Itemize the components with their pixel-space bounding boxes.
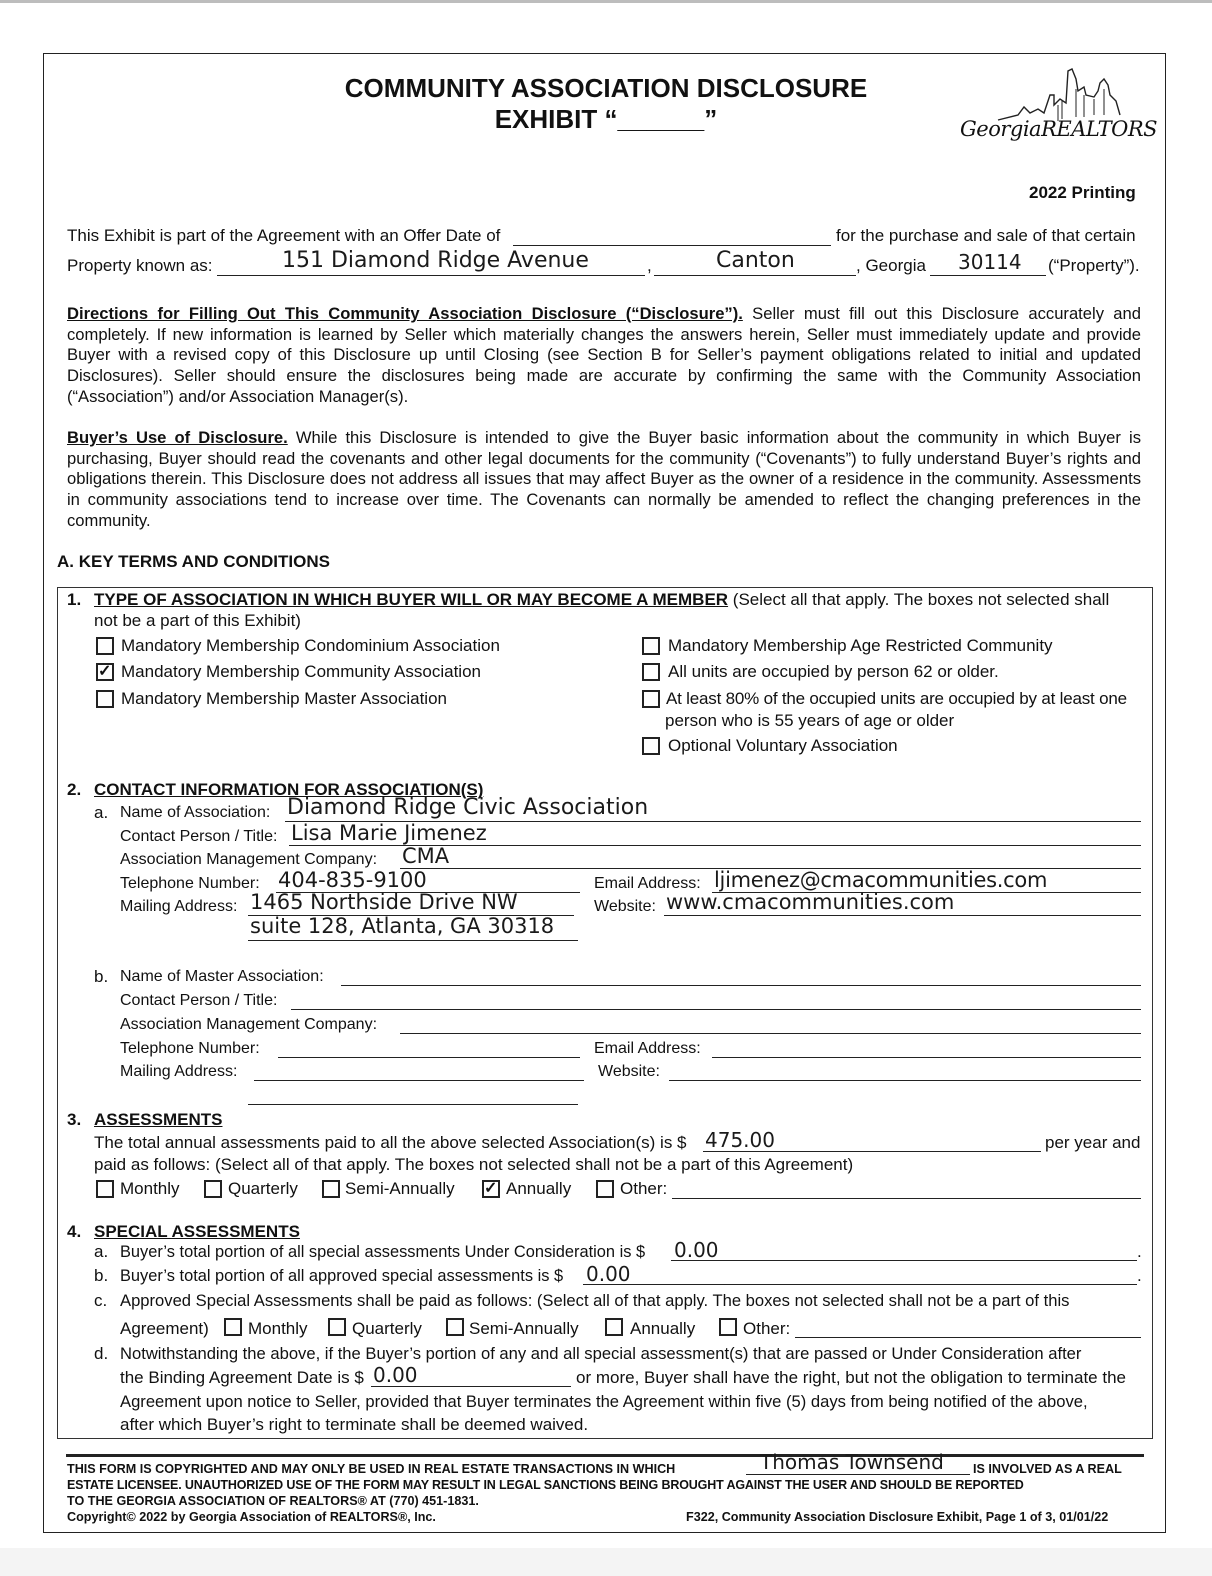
section-a-heading: A. KEY TERMS AND CONDITIONS — [57, 552, 330, 571]
checkbox-special-annually[interactable] — [605, 1318, 623, 1336]
assess-other-field[interactable] — [672, 1198, 1141, 1199]
mailing-label: Mailing Address: — [120, 898, 238, 915]
footer-line1-suffix: IS INVOLVED AS A REAL — [973, 1462, 1122, 1476]
purchase-sale-text: for the purchase and sale of that certain — [836, 226, 1136, 245]
master-contact-label: Contact Person / Title: — [120, 992, 278, 1009]
master-email-field[interactable] — [712, 1057, 1141, 1058]
threshold-value: 0.00 — [373, 1363, 418, 1387]
per-year-text: per year and — [1045, 1133, 1141, 1152]
city-value: Canton — [716, 248, 795, 273]
option-master-association: Mandatory Membership Master Association — [121, 689, 447, 708]
footer-line3: TO THE GEORGIA ASSOCIATION OF REALTORS® AT (770) 451-1831. — [67, 1494, 479, 1508]
printing-year: 2022 Printing — [1029, 183, 1136, 202]
master-mailing-label: Mailing Address: — [120, 1063, 238, 1080]
copyright-text: Copyright© 2022 by Georgia Association of REALTORS®, Inc. — [67, 1510, 436, 1524]
assoc-name-label: Name of Association: — [120, 804, 271, 821]
option-80-percent: At least 80% of the occupied units are occupied by at least one — [666, 689, 1127, 708]
option-voluntary: Optional Voluntary Association — [668, 736, 898, 755]
master-mgmt-field[interactable] — [400, 1033, 1141, 1034]
logo-wordmark: GeorgiaREALTORS — [960, 117, 1158, 141]
item1-note: (Select all that apply. The boxes not selected shall — [728, 590, 1110, 609]
directions-heading: Directions for Filling Out This Community Association Disclosure (“Disclosure”). — [67, 304, 743, 323]
item2-number: 2. — [67, 780, 82, 799]
item4d-line4: after which Buyer’s right to terminate shall be deemed waived. — [120, 1415, 589, 1434]
contact-label: Contact Person / Title: — [120, 828, 278, 845]
approved-assessments-text: Buyer’s total portion of all approved special assessments is $ — [120, 1267, 564, 1285]
item4d-marker: d. — [94, 1344, 109, 1363]
offer-date-label: This Exhibit is part of the Agreement with an Offer Date of — [67, 226, 501, 245]
checkbox-community-association[interactable] — [96, 663, 114, 681]
master-email-label: Email Address: — [594, 1040, 701, 1057]
checkbox-special-other[interactable] — [719, 1318, 737, 1336]
licensee-value: Thomas Townsend — [760, 1450, 944, 1474]
checkbox-age-restricted[interactable] — [642, 637, 660, 655]
option-community-association: Mandatory Membership Community Association — [121, 662, 481, 681]
item1-line — [94, 590, 1109, 610]
item4a-marker: a. — [94, 1242, 109, 1261]
document-title: COMMUNITY ASSOCIATION DISCLOSURE — [344, 73, 868, 103]
directions-paragraph — [67, 304, 1141, 408]
item2b-marker: b. — [94, 967, 109, 986]
assess-semiannually-label: Semi-Annually — [345, 1179, 455, 1198]
item2-heading: CONTACT INFORMATION FOR ASSOCIATION(S) — [94, 780, 484, 799]
website-field[interactable] — [664, 915, 1141, 916]
item4d-line1: Notwithstanding the above, if the Buyer’s portion of any and all special assessment(s) that are passed or Under Consideration after — [120, 1344, 1082, 1363]
special-other-label: Other: — [743, 1319, 791, 1338]
item3-number: 3. — [67, 1110, 82, 1129]
georgia-realtors-logo — [958, 65, 1158, 165]
assoc-name-value: Diamond Ridge Civic Association — [287, 795, 649, 820]
footer-rule — [66, 1454, 1144, 1457]
form-identifier: F322, Community Association Disclosure Exhibit, Page 1 of 3, 01/01/22 — [686, 1510, 1109, 1524]
item3-heading: ASSESSMENTS — [94, 1110, 223, 1129]
item4-number: 4. — [67, 1222, 82, 1241]
buyers-use-text: While this Disclosure is intended to give the Buyer basic information about the community in which Buyer is purchasing, Buyer should read the covenants and other legal documents for the community (“Covenants”) to fully understand Buyer’s rights and obligations therein. This Disclosure does not address all issues that may affect Buyer as the owner of a residence in the community. Assessments in community associations tend to increase over time. The Covenants can normally be amended to reflect the changing preferences in the community. — [67, 428, 1141, 530]
master-phone-field[interactable] — [278, 1057, 580, 1058]
mailing-value-2: suite 128, Atlanta, GA 30318 — [250, 914, 555, 938]
binding-date-text: the Binding Agreement Date is $ — [120, 1368, 364, 1387]
checkbox-80-percent[interactable] — [642, 690, 660, 708]
approved-paid-as-text: Approved Special Assessments shall be paid as follows: (Select all of that apply. The boxes not selected shall not be a part of this — [120, 1291, 1070, 1310]
master-website-field[interactable] — [669, 1080, 1141, 1081]
checkbox-assess-monthly[interactable] — [96, 1180, 114, 1198]
item4-heading: SPECIAL ASSESSMENTS — [94, 1222, 300, 1241]
offer-date-field[interactable] — [513, 245, 831, 246]
paid-as-follows-text: paid as follows: (Select all of that apply. The boxes not selected shall not be a part of this Agreement) — [94, 1155, 854, 1174]
checkbox-special-quarterly[interactable] — [328, 1318, 346, 1336]
item4d-line2-suffix: or more, Buyer shall have the right, but not the obligation to terminate the — [576, 1368, 1126, 1387]
special-monthly-label: Monthly — [248, 1319, 308, 1338]
street-field[interactable] — [217, 275, 645, 276]
special-semiannually-label: Semi-Annually — [469, 1319, 579, 1338]
footer-line2: ESTATE LICENSEE. UNAUTHORIZED USE OF THE FORM MAY RESULT IN LEGAL SANCTIONS BEING BROUGHT AGAINST THE USER AND SHOULD BE REPORTED — [67, 1478, 1024, 1492]
checkbox-master-association[interactable] — [96, 690, 114, 708]
item4d-line3: Agreement upon notice to Seller, provided that Buyer terminates the Agreement within five (5) days from being notified of the above, — [120, 1392, 1088, 1411]
checkbox-assess-quarterly[interactable] — [204, 1180, 222, 1198]
master-contact-field[interactable] — [291, 1009, 1141, 1010]
property-suffix: (“Property”). — [1048, 256, 1140, 275]
item4c-marker: c. — [94, 1291, 108, 1310]
email-label: Email Address: — [594, 875, 701, 892]
checkbox-voluntary[interactable] — [642, 737, 660, 755]
key-terms-box — [57, 587, 1153, 1439]
footer-line1-prefix: THIS FORM IS COPYRIGHTED AND MAY ONLY BE USED IN REAL ESTATE TRANSACTIONS IN WHICH — [67, 1462, 676, 1476]
item1-note-cont: not be a part of this Exhibit) — [94, 611, 301, 630]
property-label: Property known as: — [67, 256, 213, 275]
master-mgmt-label: Association Management Company: — [120, 1016, 378, 1033]
item1-heading: TYPE OF ASSOCIATION IN WHICH BUYER WILL OR MAY BECOME A MEMBER — [94, 590, 729, 609]
mailing-field-2[interactable] — [248, 940, 578, 941]
checkbox-assess-other[interactable] — [596, 1180, 614, 1198]
checkbox-special-semiannually[interactable] — [446, 1318, 464, 1336]
agreement-label: Agreement) — [120, 1319, 209, 1338]
option-condominium: Mandatory Membership Condominium Association — [121, 636, 500, 655]
assess-other-label: Other: — [620, 1179, 668, 1198]
special-other-field[interactable] — [795, 1337, 1141, 1338]
item4a-period: . — [1137, 1242, 1142, 1261]
option-62-or-older: All units are occupied by person 62 or older. — [668, 662, 999, 681]
option-age-restricted: Mandatory Membership Age Restricted Community — [668, 636, 1053, 655]
phone-label: Telephone Number: — [120, 875, 260, 892]
master-phone-label: Telephone Number: — [120, 1040, 260, 1057]
special-annually-label: Annually — [630, 1319, 696, 1338]
website-value: www.cmacommunities.com — [666, 890, 955, 914]
licensee-field[interactable] — [746, 1474, 970, 1475]
city-field[interactable] — [654, 275, 856, 276]
assess-quarterly-label: Quarterly — [228, 1179, 298, 1198]
master-mailing-field-1[interactable] — [254, 1080, 584, 1081]
assessment-text: The total annual assessments paid to all the above selected Association(s) is $ — [94, 1133, 687, 1152]
master-mailing-field-2[interactable] — [248, 1104, 578, 1105]
buyers-use-heading: Buyer’s Use of Disclosure. — [67, 428, 288, 447]
phone-value: 404-835-9100 — [278, 868, 427, 892]
assess-monthly-label: Monthly — [120, 1179, 180, 1198]
exhibit-label: EXHIBIT “______” — [494, 104, 718, 134]
mgmt-company-label: Association Management Company: — [120, 851, 378, 868]
item4b-marker: b. — [94, 1266, 109, 1285]
comma: , — [647, 256, 652, 275]
approved-assessments-value: 0.00 — [586, 1262, 631, 1286]
under-consideration-value: 0.00 — [674, 1238, 719, 1262]
master-name-field[interactable] — [341, 985, 1141, 986]
checkbox-62-or-older[interactable] — [642, 663, 660, 681]
mailing-value-1: 1465 Northside Drive NW — [250, 890, 518, 914]
master-name-label: Name of Master Association: — [120, 968, 324, 985]
checkbox-assess-annually[interactable] — [482, 1180, 500, 1198]
zip-field[interactable] — [930, 275, 1046, 276]
email-value: ljimenez@cmacommunities.com — [714, 868, 1048, 892]
mgmt-company-value: CMA — [402, 844, 450, 868]
assess-annually-label: Annually — [506, 1179, 572, 1198]
checkbox-assess-semiannually[interactable] — [322, 1180, 340, 1198]
checkbox-special-monthly[interactable] — [224, 1318, 242, 1336]
checkbox-condominium[interactable] — [96, 637, 114, 655]
contact-value: Lisa Marie Jimenez — [291, 821, 487, 845]
state-label: , Georgia — [856, 256, 926, 275]
under-consideration-field[interactable] — [671, 1260, 1137, 1261]
directions-text: Seller must fill out this Disclosure accurately and completely. If new information is learned by Seller which materially changes the answers herein, Seller must immediately update and provide Buyer with a revised copy of this Disclosure up until Closing (see Section B for Seller’s payment obligations related to initial and updated Disclosures). Seller should ensure the disclosures being made are accurate by confirming the same with the Community Association (“Association”) and/or Association Manager(s). — [67, 304, 1141, 406]
approved-assessments-field[interactable] — [583, 1284, 1137, 1285]
item1-number: 1. — [67, 590, 82, 609]
item4b-period: . — [1137, 1266, 1142, 1285]
under-consideration-text: Buyer’s total portion of all special assessments Under Consideration is $ — [120, 1243, 646, 1261]
zip-value: 30114 — [958, 250, 1022, 274]
document-page — [0, 3, 1212, 1548]
buyers-use-paragraph — [67, 428, 1141, 532]
special-quarterly-label: Quarterly — [352, 1319, 422, 1338]
assessment-amount-value: 475.00 — [705, 1128, 775, 1152]
website-label: Website: — [594, 898, 656, 915]
option-80-percent-cont: person who is 55 years of age or older — [665, 711, 955, 730]
item2a-marker: a. — [94, 803, 109, 822]
street-value: 151 Diamond Ridge Avenue — [282, 248, 589, 273]
master-website-label: Website: — [598, 1063, 660, 1080]
